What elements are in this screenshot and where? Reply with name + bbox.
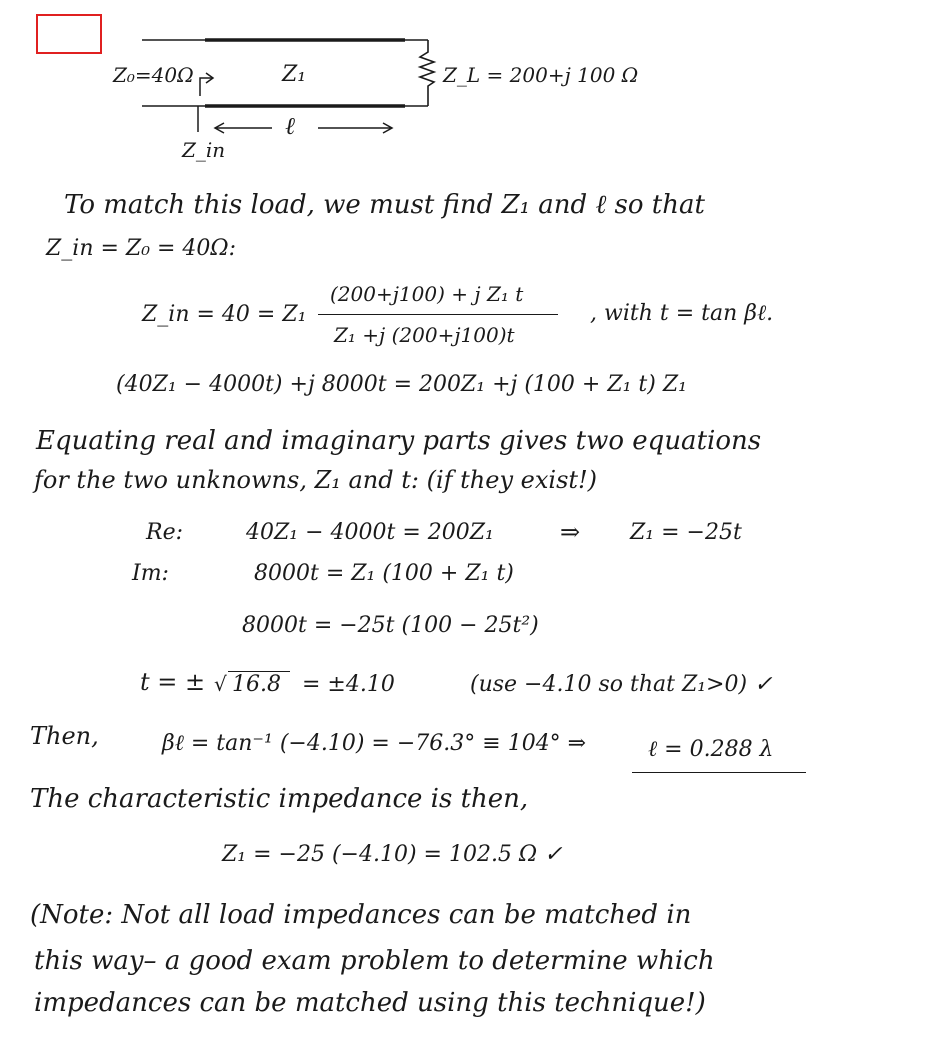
re-equation: 40Z₁ − 4000t = 200Z₁ xyxy=(246,520,494,545)
im-label: Im: xyxy=(132,561,169,586)
equating-line-2: for the two unknowns, Z₁ and t: (if they exist!) xyxy=(34,466,598,494)
z1-label: Z₁ xyxy=(282,62,307,87)
result-underline xyxy=(632,772,806,773)
fraction-bar xyxy=(318,314,558,315)
note-line-1: (Note: Not all load impedances can be matched in xyxy=(30,900,692,930)
equation1-comment: , with t = tan βℓ. xyxy=(590,301,774,326)
equation1-denominator: Z₁ +j (200+j100)t xyxy=(334,323,515,347)
note-line-2: this way– a good exam problem to determine which xyxy=(34,946,715,976)
t-solution-lhs: t = ± xyxy=(140,668,206,696)
intro-line-1: To match this load, we must find Z₁ and ℓ so that xyxy=(64,190,705,220)
substitution-equation: 8000t = −25t (100 − 25t²) xyxy=(242,613,539,638)
re-label: Re: xyxy=(146,520,183,545)
sqrt-sign: √ xyxy=(214,672,227,696)
then-equation: βℓ = tan⁻¹ (−4.10) = −76.3° ≡ 104° ⇒ xyxy=(162,731,587,756)
t-solution-rhs: = ±4.10 xyxy=(302,672,395,697)
re-result: Z₁ = −25t xyxy=(630,520,742,545)
note-line-3: impedances can be matched using this technique!) xyxy=(34,988,706,1018)
equating-line-1: Equating real and imaginary parts gives two equations xyxy=(36,426,762,456)
t-solution-radicand: 16.8 xyxy=(232,672,281,697)
transmission-line-diagram xyxy=(0,0,935,180)
length-result: ℓ = 0.288 λ xyxy=(648,737,774,762)
im-equation: 8000t = Z₁ (100 + Z₁ t) xyxy=(254,561,514,586)
z0-label: Z₀=40Ω xyxy=(113,63,194,87)
then-label: Then, xyxy=(30,722,99,750)
equation2: (40Z₁ − 4000t) +j 8000t = 200Z₁ +j (100 + Z₁ t) Z₁ xyxy=(116,372,687,397)
z1-result: Z₁ = −25 (−4.10) = 102.5 Ω ✓ xyxy=(222,842,563,867)
length-label: ℓ xyxy=(285,112,295,140)
characteristic-line: The characteristic impedance is then, xyxy=(30,784,529,814)
equation1-numerator: (200+j100) + j Z₁ t xyxy=(330,282,524,306)
t-solution-note: (use −4.10 so that Z₁>0) ✓ xyxy=(470,672,773,697)
zl-label: Z_L = 200+j 100 Ω xyxy=(443,63,639,87)
zin-label: Z_in xyxy=(182,138,226,162)
intro-line-2: Z_in = Z₀ = 40Ω: xyxy=(46,236,237,261)
equation1-lhs: Z_in = 40 = Z₁ xyxy=(142,302,307,327)
re-arrow: ⇒ xyxy=(560,518,581,546)
